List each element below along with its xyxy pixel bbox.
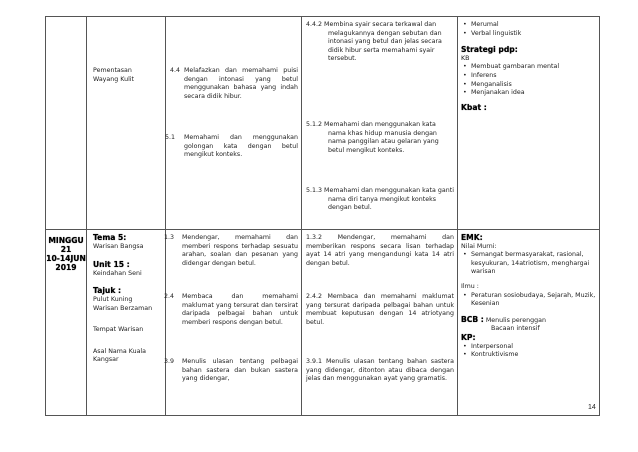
standard-number: 3.9 (164, 358, 175, 365)
list-item: • Kontruktivisme (461, 351, 597, 360)
theme-cell (87, 230, 166, 416)
table-row (46, 230, 600, 416)
emk-heading: EMK: (461, 233, 483, 242)
objective-number: 5.1.3 (306, 187, 323, 194)
notes-cell (458, 17, 600, 230)
standard-cell (166, 230, 302, 416)
week-cell (46, 17, 87, 230)
standard-text: Memahami dan menggunakan golongan kata dengan betul mengikut konteks. (184, 134, 298, 159)
list-item: • Membuat gambaran mental (461, 63, 597, 72)
standard-number: 1.3 (164, 234, 175, 241)
table-row (46, 17, 600, 230)
list-item: • Semangat bermasyarakat, rasional, kesyukuran, 14atriotism, menghargai warisan (461, 251, 597, 277)
standard-number: 5.1 (165, 134, 176, 141)
tajuk-value: Tempat Warisan (93, 326, 144, 334)
tajuk-value: Asal Nama Kuala (93, 347, 147, 355)
objective-text: 3.9.1 Menulis ulasan tentang bahan sastera yang didengar, ditonton atau dibaca dengan jelas dan menggunakan ayat yang gramatis. (306, 358, 454, 383)
week-year: 2019 (55, 263, 77, 272)
theme-line: Pementasan (93, 67, 132, 74)
objective-cell (302, 230, 458, 416)
page-number: 14 (588, 404, 596, 411)
standard-number: 4.4 (170, 67, 181, 74)
week-cell (46, 230, 87, 416)
list-item: • Menjanakan idea (461, 89, 597, 98)
list-item: • Inferens (461, 72, 597, 81)
tajuk-value: Pulut Kuning (93, 295, 133, 303)
objective-text: melagukannya dengan sebutan dan intonasi yang betul dan jelas secara didik hibur serta memahami syair tersebut. (328, 29, 442, 63)
strategy-heading: Strategi pdp: (461, 45, 518, 55)
kp-heading: KP: (461, 332, 476, 342)
list-item: • Interpersonal (461, 343, 597, 352)
objective-number: 5.1.2 (306, 121, 323, 128)
theme-cell (87, 17, 166, 230)
kbat-heading: Kbat : (461, 102, 487, 112)
tajuk-value: Kangsar (93, 356, 119, 364)
unit-value: Keindahan Seni (93, 269, 142, 277)
bcb-heading: BCB : (461, 314, 484, 324)
bcb-text: Menulis perenggan (485, 316, 546, 324)
objective-text: nama khas hidup manusia dengan nama panggilan atau gelaran yang betul mengikut konteks. (328, 129, 439, 154)
list-item: • Peraturan sosiobudaya, Sejarah, Muzik, Kesenian (461, 292, 597, 309)
lesson-plan-table (45, 16, 600, 416)
objective-text: nama diri tanya mengikut konteks dengan betul. (328, 195, 437, 212)
list-item: • Merumal (461, 21, 597, 30)
nilai-label: Nilai Murni: (461, 242, 497, 250)
standard-text: Menulis ulasan tentang pelbagai bahan sastera dan bukan sastera yang didengar, (182, 358, 298, 383)
standard-number: 2.4 (164, 293, 175, 300)
tema-value: Warisan Bangsa (93, 242, 144, 250)
list-item: • Verbal linguistik (461, 30, 597, 39)
bcb-text: Bacaan intensif (491, 325, 540, 333)
objective-number: 4.4.2 (306, 21, 323, 28)
standard-text: Mendengar, memahami dan memberi respons terhadap sesuatu arahan, soalan dan pesanan yang didengar dengan betul. (182, 234, 298, 267)
objective-cell (302, 17, 458, 230)
objective-text: 2.4.2 Membaca dan memahami maklumat yang tersurat daripada pelbagai bahan untuk membuat keputusan dengan 14 atriotyang betul. (306, 293, 454, 326)
notes-cell (458, 230, 600, 416)
objective-text: Memahami dan menggunakan kata ganti (324, 187, 454, 194)
tajuk-label: Tajuk : (93, 286, 122, 296)
objective-text: Membina syair secara terkawal dan (324, 21, 437, 28)
kb-label: KB (461, 54, 470, 62)
tema-label: Tema 5: (93, 233, 127, 242)
week-dates: 10-14JUN (46, 254, 86, 263)
standard-cell (166, 17, 302, 230)
tajuk-value: Warisan Berzaman (93, 304, 153, 312)
week-label: MINGGU 21 (48, 236, 84, 254)
standard-text: Melafazkan dan memahami puisi dengan intonasi yang betul menggunakan bahasa yang indah secara didik hibur. (184, 67, 298, 100)
unit-label: Unit 15 : (93, 260, 130, 270)
standard-text: Membaca dan memahami maklumat yang tersurat dan tersirat daripada pelbagai bahan untuk memberi respons dengan betul. (182, 293, 298, 326)
objective-text: Memahami dan menggunakan kata (324, 121, 436, 128)
objective-text: 1.3.2 Mendengar, memahami dan memberikan respons secara lisan terhadap ayat 14 atri yang mengandungi kata 14 atri dengan betul. (306, 234, 454, 267)
theme-line: Wayang Kulit (93, 75, 135, 83)
ilmu-label: Ilmu : (461, 282, 479, 290)
list-item: • Menganalisis (461, 81, 597, 90)
